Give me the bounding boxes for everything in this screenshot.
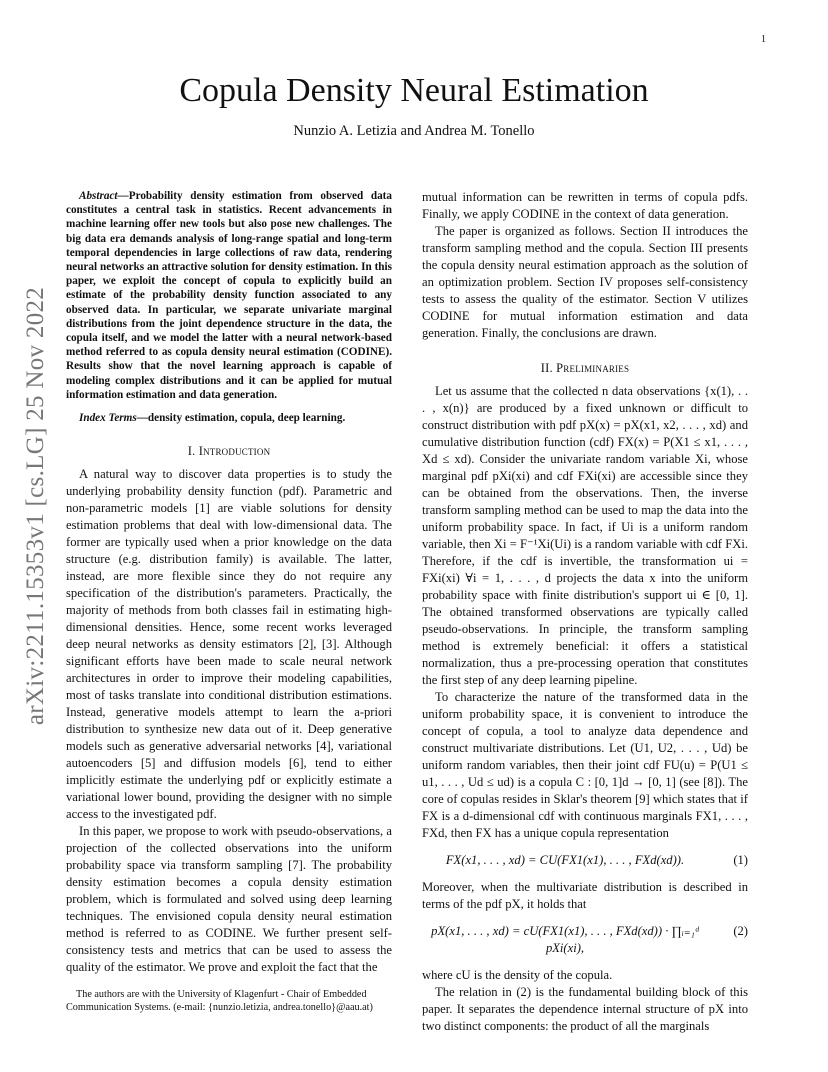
equation-1: [422, 852, 748, 869]
right-column: [422, 189, 748, 1035]
equation-2-body: pX(x1, . . . , xd) = cU(FX1(x1), . . . , FXd(xd)) · ∏ᵢ₌₁ᵈ pXi(xi),: [431, 924, 699, 955]
equation-1-body: FX(x1, . . . , xd) = CU(FX1(x1), . . . , FXd(xd)).: [445, 853, 685, 867]
intro-paragraph-2: In this paper, we propose to work with pseudo-observations, a projection of the collected observations into the uniform probability space via transform sampling [7]. The probability density estimation becomes a copula density estimation problem, which is formulated and solved using deep learning techniques. The envisioned copula density neural estimation method is referred to as CODINE. We further present self-consistency tests and metrics that can be used to assess the quality of the estimator. We prove and exploit the fact that the: [66, 824, 392, 975]
prelim-paragraph-1: Let us assume that the collected n data observations {x(1), . . . , x(n)} are produced by a fixed unknown or difficult to construct distribution with pdf pX(x) = pX(x1, x2, . . . , xd) and cumulative distribution function (cdf) FX(x) = P(X1 ≤ x1, . . . , Xd ≤ xd). Consider the univariate random variable Xi, whose marginal pdf pXi(xi) and cdf FXi(xi) are accessible since they can be obtained from the observations. Then, the inverse transform sampling method can be used to map the data into the uniform probability space. In fact, if Ui is a uniform random variable, then Xi = F⁻¹Xi(Ui) is a random variable with cdf FXi. Therefore, if the cdf is invertible, the transformation ui = FXi(xi) ∀i = 1, . . . , d projects the data x into the uniform probability space with finite distribution's support ui ∈ [0, 1]. The obtained transformed observations are typically called pseudo-observations. In principle, the transform sampling method is extremely beneficial: it offers a statistical normalization, thus a pre-processing operation that constitutes the first step of any deep learning pipeline.: [422, 384, 748, 687]
index-terms-label: Index Terms—: [79, 412, 148, 425]
intro-paragraph-1: A natural way to discover data properties is to study the underlying probability density function (pdf). Parametric and non-parametric models [1] are viable solutions for density estimation problems that deal with low-dimensional data. The former are typically used when a prior knowledge on the data structure (e.g. distribution family) is available. The latter, instead, are more flexible since they do not require any specification of the distribution's parameters. Practically, the majority of methods from both classes fail in estimating high-dimensional densities. Hence, some recent works leveraged deep neural networks as density estimators [2], [3]. Although significant efforts have been made to scale neural network architectures in order to improve their modeling capabilities, most of tasks translate into conditional distribution estimations. Instead, generative models attempt to learn the a-priori distribution to synthesize new data out of it. Deep generative models such as generative adversarial networks [4], variational autoencoders [5] and diffusion models [6], tend to either implicitly estimate the underlying pdf or explicitly estimate a variational lower bound, providing the designer with no simple access to the investigated pdf.: [66, 467, 392, 822]
abstract: [66, 189, 392, 402]
abstract-label: Abstract—: [79, 190, 129, 202]
paper-title: Copula Density Neural Estimation: [179, 72, 649, 109]
index-terms: [66, 411, 392, 425]
prelim-paragraph-4: where cU is the density of the copula.: [422, 968, 613, 982]
section-title: Introduction: [198, 444, 271, 459]
right-paragraph-1: mutual information can be rewritten in terms of copula pdfs. Finally, we apply CODINE in the context of data generation.: [422, 190, 748, 221]
arxiv-identifier[interactable]: arXiv:2211.15353v1 [cs.LG] 25 Nov 2022: [22, 286, 49, 726]
paper-authors: Nunzio A. Letizia and Andrea M. Tonello: [293, 123, 535, 139]
left-column: [66, 189, 392, 976]
section-numeral: II.: [540, 361, 557, 375]
equation-1-number: (1): [733, 853, 748, 867]
prelim-paragraph-5: The relation in (2) is the fundamental building block of this paper. It separates the dependence internal structure of pX into two distinct components: the product of all the marginals: [422, 985, 748, 1033]
section-title: Preliminaries: [556, 361, 630, 375]
index-terms-text: density estimation, copula, deep learning.: [147, 412, 346, 425]
equation-2: [422, 923, 748, 957]
section-heading-preliminaries: [422, 360, 748, 377]
prelim-paragraph-3: Moreover, when the multivariate distribution is described in terms of the pdf pX, it holds that: [422, 880, 748, 911]
section-numeral: I.: [187, 444, 199, 459]
footnote: The authors are with the University of Klagenfurt - Chair of Embedded Communication Systems. (e-mail: {nunzio.letizia, andrea.tonello}@aau.at): [66, 989, 373, 1013]
equation-2-number: (2): [733, 924, 748, 938]
prelim-paragraph-2: To characterize the nature of the transformed data in the uniform probability space, it is convenient to introduce the concept of copula, a tool to analyze data dependence and construct multivariate distributions. Let (U1, U2, . . . , Ud) be uniform random variables, then their joint cdf FU(u) = P(U1 ≤ u1, . . . , Ud ≤ ud) is a copula C : [0, 1]d → [0, 1] (see [8]). The core of copulas resides in Sklar's theorem [9] which states that if FX is a d-dimensional cdf with continuous marginals FX1, . . . , FXd, then FX has a unique copula representation: [422, 690, 748, 840]
arxiv-sidebar-stamp: [18, 286, 54, 726]
right-paragraph-2: The paper is organized as follows. Section II introduces the transform sampling method and the copula. Section III presents the copula density neural estimation approach as the solution of an optimization problem. Section IV proposes self-consistency tests to assess the quality of the estimator. Section V utilizes CODINE for mutual information estimation and data generation. Finally, the conclusions are drawn.: [422, 224, 748, 340]
abstract-text: Probability density estimation from observed data constitutes a central task in statistics. Recent advancements in machine learning offer new tools but also pose new challenges. The big data era demands analysis of long-range spatial and long-term temporal dependencies in large collections of raw data, rendering neural networks an attractive solution for density estimation. In this paper, we exploit the concept of copula to explicitly build an estimate of the probability density function associated to any observed data. In particular, we separate univariate marginal distributions from the joint dependence structure in the data, the copula itself, and we model the latter with a neural network-based method referred to as copula density neural estimation (CODINE). Results show that the novel learning approach is capable of modeling complex distributions and it can be applied for mutual information estimation and data generation.: [66, 190, 392, 401]
page-number: 1: [761, 34, 766, 45]
section-heading-introduction: [66, 443, 392, 460]
